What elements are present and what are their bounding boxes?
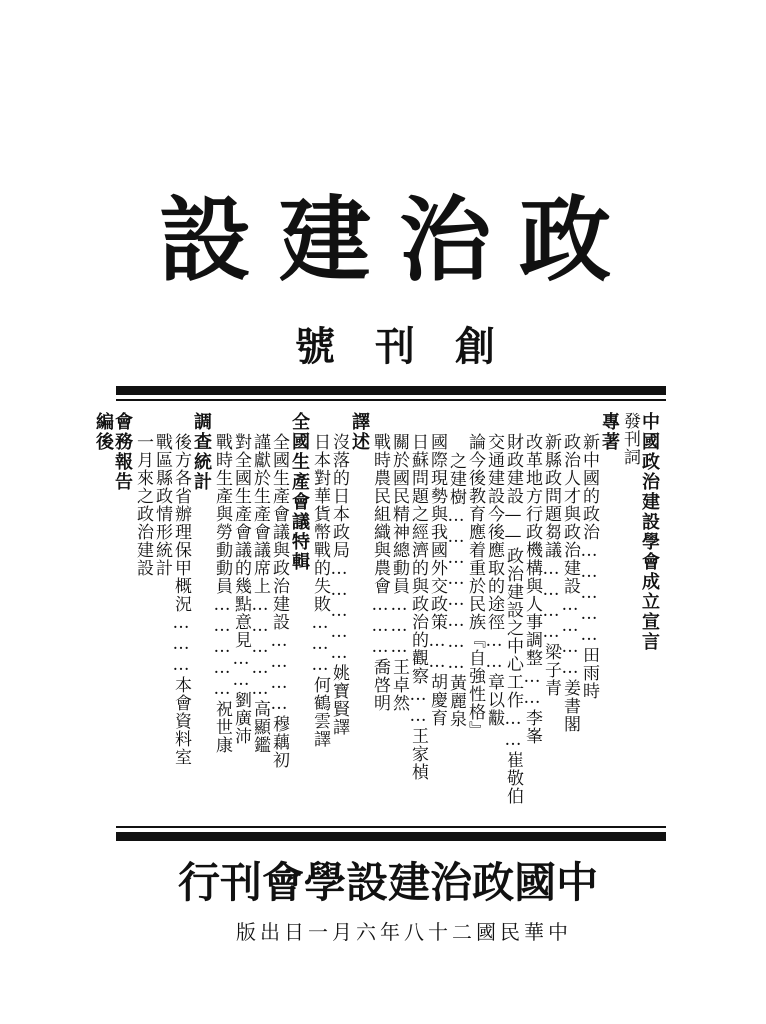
toc-column: 之建樹……………………黃麗泉 (446, 452, 466, 728)
toc-column: 日本對華貨幣戰的失敗………何鶴雲譯 (310, 433, 330, 748)
toc-column: 後方各省辦理保甲概況………本會資料室 (171, 433, 191, 766)
issue-char: 刊 (375, 322, 415, 370)
publisher-line (178, 852, 598, 908)
issue-label (295, 318, 495, 368)
issue-char: 創 (455, 322, 495, 370)
toc-column: 一月來之政治建設 (133, 433, 153, 577)
toc-section-heading: 全國生產會議特輯 (289, 412, 310, 572)
toc-section-heading: 調查統計 (191, 412, 212, 492)
publisher-char: 建 (388, 858, 431, 907)
toc-column: 日蘇問題之經濟的與政治的觀察……王家楨 (408, 433, 428, 781)
toc-column: 戰時農民組織與農會………喬啓明 (370, 433, 390, 712)
title-char: 治 (398, 186, 491, 294)
toc-column: 改革地方行政機構與人事調整……李峯 (522, 433, 542, 745)
publisher-char: 治 (430, 858, 473, 907)
publisher-char: 刊 (220, 858, 263, 907)
bottom-thin-rule (116, 826, 666, 828)
bottom-thick-rule (116, 832, 666, 841)
toc-section-heading: 會務報告 (112, 412, 133, 492)
toc-column: 財政建設——政治建設之中心工作……崔敬伯 (503, 433, 523, 805)
toc-column: 政治人才與政治建設…………姜書閣 (560, 433, 580, 733)
toc-column: 對全國生產會議的幾點意見……劉廣沛 (231, 433, 251, 745)
publisher-char: 會 (262, 858, 305, 907)
title-char: 建 (278, 186, 371, 294)
toc-column: 沒落的日本政局……………姚寶賢譯 (329, 433, 349, 736)
toc-column: 戰區縣政情形統計 (152, 433, 172, 577)
toc-column: 全國生產會議與政治建設…………穆藕初 (269, 433, 289, 769)
toc-column: 交通建設今後應取的途徑……章以黻 (484, 433, 504, 727)
toc-column: 論今後教育應着重於民族『自強性格』 (465, 433, 485, 739)
toc-column: 謹獻於生產會議席上……………高顯鑑 (250, 433, 270, 754)
publication-date: 版出日一月六年八十二國民華中 (236, 920, 572, 944)
publisher-char: 學 (304, 858, 347, 907)
toc-section-heading: 專著 (599, 412, 620, 452)
toc-column: 國際現勢與我國外交政策……胡慶育 (427, 433, 447, 727)
publisher-char: 設 (346, 858, 389, 907)
issue-char: 號 (295, 322, 335, 370)
top-thin-rule (116, 399, 666, 401)
toc-column: 戰時生產與勞動動員……………祝世康 (212, 433, 232, 754)
toc-column: 新中國的政治……………田雨時 (579, 433, 599, 700)
toc-section-heading: 編後 (93, 412, 114, 452)
publisher-char: 行 (178, 858, 221, 907)
title-char: 設 (158, 186, 251, 294)
toc-column: 中國政治建設學會成立宣言 (639, 412, 660, 652)
magazine-title (150, 178, 620, 294)
title-char: 政 (518, 186, 611, 294)
toc-column: 發刊詞 (620, 412, 640, 466)
toc-column: 新縣政問題芻議…………梁子青 (541, 433, 561, 697)
publisher-char: 國 (514, 858, 557, 907)
publisher-char: 政 (472, 858, 515, 907)
publisher-char: 中 (556, 858, 599, 907)
top-thick-rule (116, 386, 666, 395)
toc-section-heading: 譯述 (349, 412, 370, 452)
toc-column: 關於國民精神總動員………王卓然 (389, 433, 409, 712)
